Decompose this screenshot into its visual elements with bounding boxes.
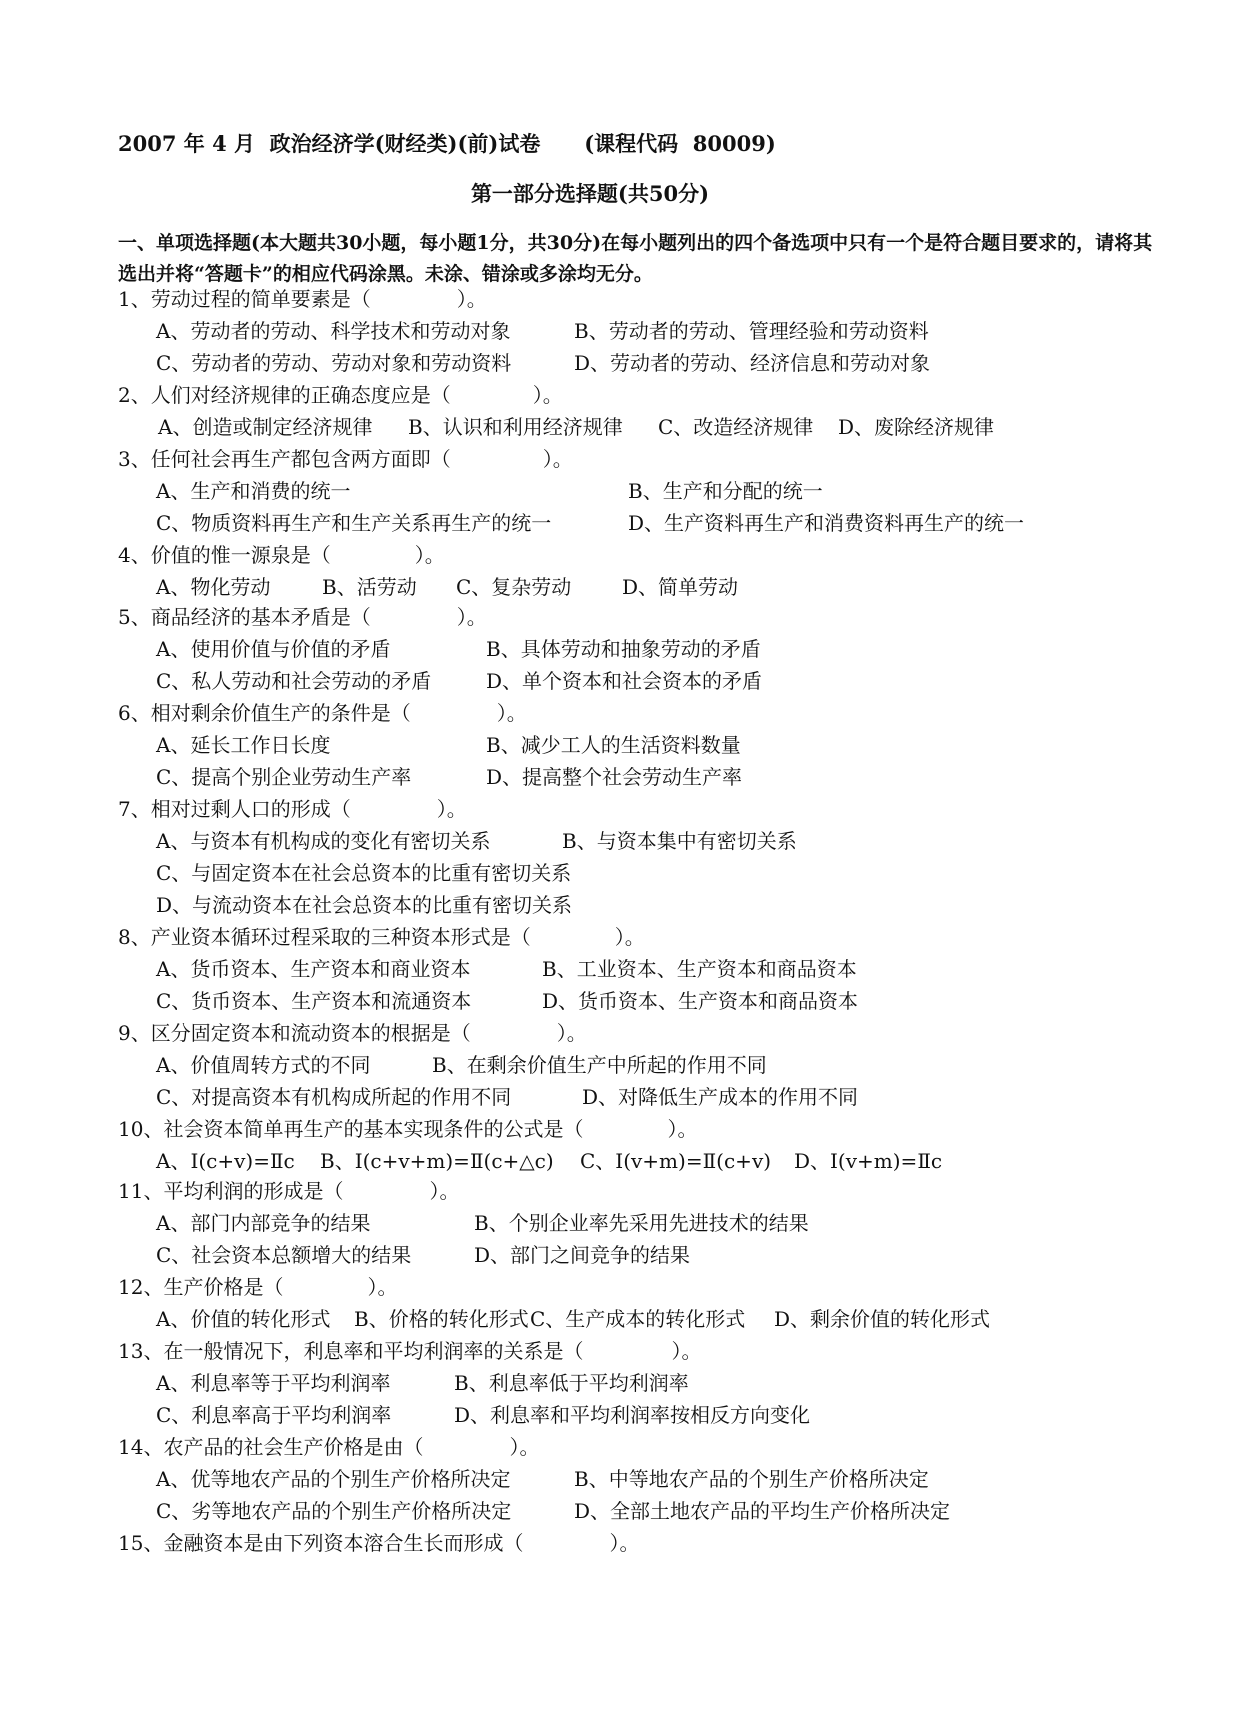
question-stem-end: ）。 bbox=[436, 797, 467, 821]
option-d: D、简单劳动 bbox=[622, 575, 739, 599]
option-a: A、货币资本、生产资本和商业资本 bbox=[156, 957, 471, 981]
question-8 bbox=[118, 924, 645, 950]
question-number: 9、 bbox=[118, 1021, 151, 1045]
question-stem: 相对过剩人口的形成（ bbox=[150, 797, 351, 821]
question-stem-end: ）。 bbox=[496, 701, 527, 725]
question-number: 13、 bbox=[118, 1339, 164, 1363]
question-stem-end: ）。 bbox=[456, 605, 487, 629]
option-a: A、价值的转化形式 bbox=[156, 1307, 331, 1331]
option-c: C、I(v+m)=Ⅱ(c+v) bbox=[580, 1149, 772, 1173]
option-c: C、与固定资本在社会总资本的比重有密切关系 bbox=[156, 861, 572, 885]
question-stem: 在一般情况下，利息率和平均利润率的关系是（ bbox=[163, 1339, 584, 1363]
option-b: B、利息率低于平均利润率 bbox=[454, 1371, 689, 1395]
question-7 bbox=[118, 796, 467, 822]
question-4 bbox=[118, 542, 445, 568]
question-stem: 平均利润的形成是（ bbox=[163, 1179, 344, 1203]
option-d: D、全部土地农产品的平均生产价格所决定 bbox=[574, 1499, 951, 1523]
option-d: D、劳动者的劳动、经济信息和劳动对象 bbox=[574, 351, 931, 375]
question-stem: 社会资本简单再生产的基本实现条件的公式是（ bbox=[163, 1117, 584, 1141]
question-1 bbox=[118, 286, 487, 312]
question-stem: 生产价格是（ bbox=[163, 1275, 284, 1299]
question-stem: 劳动过程的简单要素是（ bbox=[150, 287, 371, 311]
option-b: B、中等地农产品的个别生产价格所决定 bbox=[574, 1467, 929, 1491]
question-stem: 相对剩余价值生产的条件是（ bbox=[150, 701, 411, 725]
option-a: A、使用价值与价值的矛盾 bbox=[156, 637, 391, 661]
question-number: 7、 bbox=[118, 797, 151, 821]
question-number: 11、 bbox=[118, 1179, 164, 1203]
option-a: A、创造或制定经济规律 bbox=[158, 415, 373, 439]
option-b: B、劳动者的劳动、管理经验和劳动资料 bbox=[574, 319, 929, 343]
question-10 bbox=[118, 1116, 697, 1142]
option-b: B、I(c+v+m)=Ⅱ(c+△c) bbox=[320, 1149, 554, 1173]
option-d: D、与流动资本在社会总资本的比重有密切关系 bbox=[156, 893, 573, 917]
option-c: C、利息率高于平均利润率 bbox=[156, 1403, 392, 1427]
option-d: D、I(v+m)=Ⅱc bbox=[794, 1149, 943, 1173]
question-stem: 金融资本是由下列资本溶合生长而形成（ bbox=[163, 1531, 524, 1555]
option-d: D、利息率和平均利润率按相反方向变化 bbox=[454, 1403, 811, 1427]
question-number: 1、 bbox=[118, 287, 151, 311]
question-number: 8、 bbox=[118, 925, 151, 949]
option-d: D、提高整个社会劳动生产率 bbox=[486, 765, 743, 789]
option-a: A、物化劳动 bbox=[156, 575, 271, 599]
option-b: B、价格的转化形式 bbox=[354, 1307, 529, 1331]
question-number: 14、 bbox=[118, 1435, 164, 1459]
question-number: 3、 bbox=[118, 447, 151, 471]
section-instruction: 一、单项选择题(本大题共30小题，每小题1分，共30分)在每小题列出的四个备选项中只有一个是符合题目要求的，请将其选出并将“答题卡”的相应代码涂黑。未涂、错涂或多涂均无分。 bbox=[118, 232, 1153, 285]
option-a: A、价值周转方式的不同 bbox=[156, 1053, 371, 1077]
question-stem-end: ）。 bbox=[609, 1531, 640, 1555]
question-stem-end: ）。 bbox=[542, 447, 573, 471]
question-stem-end: ）。 bbox=[509, 1435, 540, 1459]
option-a: A、I(c+v)=Ⅱc bbox=[156, 1149, 295, 1173]
option-b: B、减少工人的生活资料数量 bbox=[486, 733, 741, 757]
question-number: 15、 bbox=[118, 1531, 164, 1555]
option-b: B、在剩余价值生产中所起的作用不同 bbox=[432, 1053, 767, 1077]
option-c: C、复杂劳动 bbox=[456, 575, 572, 599]
question-stem-end: ）。 bbox=[414, 543, 445, 567]
option-a: A、与资本有机构成的变化有密切关系 bbox=[156, 829, 491, 853]
option-c: C、社会资本总额增大的结果 bbox=[156, 1243, 412, 1267]
option-d: D、单个资本和社会资本的矛盾 bbox=[486, 669, 763, 693]
question-stem: 产业资本循环过程采取的三种资本形式是（ bbox=[150, 925, 531, 949]
option-c: C、劳动者的劳动、劳动对象和劳动资料 bbox=[156, 351, 512, 375]
question-6 bbox=[118, 700, 527, 726]
question-15 bbox=[118, 1530, 639, 1556]
option-a: A、利息率等于平均利润率 bbox=[156, 1371, 391, 1395]
option-b: B、认识和利用经济规律 bbox=[408, 415, 623, 439]
question-stem: 农产品的社会生产价格是由（ bbox=[163, 1435, 424, 1459]
question-number: 12、 bbox=[118, 1275, 164, 1299]
question-2 bbox=[118, 382, 563, 408]
option-b: B、工业资本、生产资本和商品资本 bbox=[542, 957, 857, 981]
question-stem-end: ）。 bbox=[667, 1117, 698, 1141]
option-d: D、货币资本、生产资本和商品资本 bbox=[542, 989, 859, 1013]
question-stem-end: ）。 bbox=[456, 287, 487, 311]
option-d: D、部门之间竞争的结果 bbox=[474, 1243, 691, 1267]
question-stem: 人们对经济规律的正确态度应是（ bbox=[150, 383, 451, 407]
option-a: A、部门内部竞争的结果 bbox=[156, 1211, 371, 1235]
option-c: C、生产成本的转化形式 bbox=[530, 1307, 746, 1331]
option-c: C、私人劳动和社会劳动的矛盾 bbox=[156, 669, 432, 693]
question-stem-end: ）。 bbox=[367, 1275, 398, 1299]
option-d: D、生产资料再生产和消费资料再生产的统一 bbox=[628, 511, 1025, 535]
question-12 bbox=[118, 1274, 397, 1300]
question-stem: 任何社会再生产都包含两方面即（ bbox=[150, 447, 451, 471]
exam-title: 2007 年 4 月 政治经济学(财经类)(前)试卷 (课程代码 80009) bbox=[118, 131, 776, 156]
question-3 bbox=[118, 446, 573, 472]
option-d: D、废除经济规律 bbox=[838, 415, 995, 439]
option-d: D、对降低生产成本的作用不同 bbox=[582, 1085, 859, 1109]
question-number: 6、 bbox=[118, 701, 151, 725]
option-a: A、生产和消费的统一 bbox=[156, 479, 351, 503]
question-14 bbox=[118, 1434, 539, 1460]
question-stem-end: ）。 bbox=[532, 383, 563, 407]
option-b: B、具体劳动和抽象劳动的矛盾 bbox=[486, 637, 761, 661]
option-b: B、生产和分配的统一 bbox=[628, 479, 823, 503]
question-stem: 区分固定资本和流动资本的根据是（ bbox=[150, 1021, 471, 1045]
option-c: C、提高个别企业劳动生产率 bbox=[156, 765, 412, 789]
option-b: B、与资本集中有密切关系 bbox=[562, 829, 797, 853]
part-title: 第一部分选择题(共50分) bbox=[470, 181, 710, 206]
question-stem: 价值的惟一源泉是（ bbox=[150, 543, 331, 567]
question-11 bbox=[118, 1178, 459, 1204]
option-a: A、优等地农产品的个别生产价格所决定 bbox=[156, 1467, 511, 1491]
option-c: C、货币资本、生产资本和流通资本 bbox=[156, 989, 472, 1013]
question-number: 4、 bbox=[118, 543, 151, 567]
option-b: B、个别企业率先采用先进技术的结果 bbox=[474, 1211, 809, 1235]
question-number: 10、 bbox=[118, 1117, 164, 1141]
question-number: 2、 bbox=[118, 383, 151, 407]
option-a: A、延长工作日长度 bbox=[156, 733, 331, 757]
question-13 bbox=[118, 1338, 701, 1364]
option-c: C、物质资料再生产和生产关系再生产的统一 bbox=[156, 511, 552, 535]
question-stem-end: ）。 bbox=[671, 1339, 702, 1363]
option-c: C、劣等地农产品的个别生产价格所决定 bbox=[156, 1499, 512, 1523]
option-b: B、活劳动 bbox=[322, 575, 417, 599]
question-9 bbox=[118, 1020, 587, 1046]
option-c: C、对提高资本有机构成所起的作用不同 bbox=[156, 1085, 512, 1109]
question-stem: 商品经济的基本矛盾是（ bbox=[150, 605, 371, 629]
option-c: C、改造经济规律 bbox=[658, 415, 814, 439]
question-stem-end: ）。 bbox=[429, 1179, 460, 1203]
option-a: A、劳动者的劳动、科学技术和劳动对象 bbox=[156, 319, 511, 343]
question-stem-end: ）。 bbox=[614, 925, 645, 949]
question-5 bbox=[118, 604, 487, 630]
question-number: 5、 bbox=[118, 605, 151, 629]
question-stem-end: ）。 bbox=[556, 1021, 587, 1045]
option-d: D、剩余价值的转化形式 bbox=[774, 1307, 991, 1331]
